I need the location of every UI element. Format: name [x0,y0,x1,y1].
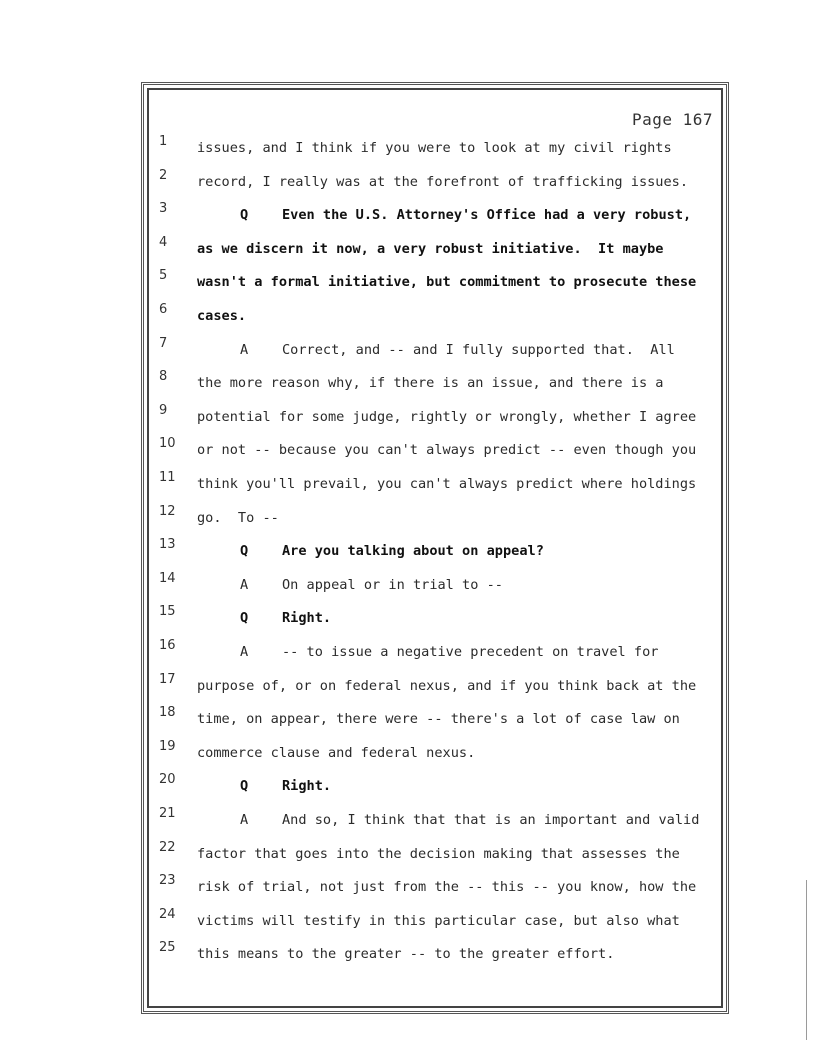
line-text-wrap [197,539,544,563]
line-text: or not -- because you can't always predict -- even though you [197,442,697,459]
line-text-wrap [197,875,696,899]
line-text-wrap [197,136,672,160]
transcript-line [150,875,730,899]
line-text: victims will testify in this particular case, but also what [197,912,680,929]
transcript-line [150,438,730,462]
line-text: cases. [197,308,247,324]
line-text: as we discern it now, a very robust initiative. It maybe [197,240,664,257]
transcript-line [150,270,730,294]
line-number: 5 [159,268,168,284]
line-text: Right. [282,778,332,795]
transcript-line [150,671,730,698]
speaker-label: A [240,644,249,660]
transcript-line [150,774,730,798]
line-number: 12 [159,503,176,519]
line-number: 17 [159,671,176,687]
page-edge-mark [806,880,807,1040]
line-text-wrap [197,472,696,496]
line-text: risk of trial, not just from the -- this -- you know, how the [197,879,697,896]
line-text-wrap [197,842,680,866]
transcript-line [150,304,730,328]
transcript-line [150,738,730,765]
line-text: go. To -- [197,509,279,526]
transcript-line [150,539,730,563]
line-number: 9 [159,402,168,418]
line-number: 14 [159,570,176,586]
transcript-line [150,371,730,395]
line-text-wrap [197,237,664,261]
line-number: 13 [159,537,176,553]
line-text-wrap [197,707,680,731]
line-number: 10 [159,436,176,452]
line-text-wrap [197,640,658,664]
line-text: record, I really was at the forefront of trafficking issues. [197,173,689,190]
line-text: issues, and I think if you were to look at my civil rights [197,140,672,156]
speaker-label: Q [240,543,249,560]
line-text: this means to the greater -- to the greater effort. [197,946,615,963]
transcript-line [150,606,730,630]
transcript-line [150,640,730,664]
transcript-line [150,234,730,261]
line-number: 15 [159,604,176,620]
line-number: 25 [159,940,176,956]
line-number: 1 [159,134,168,149]
line-text: Are you talking about on appeal? [282,543,544,560]
line-number: 16 [159,638,176,653]
line-text-wrap [197,338,675,362]
line-text: think you'll prevail, you can't always predict where holdings [197,476,697,492]
transcript-line [150,570,730,597]
line-text-wrap [197,506,279,530]
line-text-wrap [197,270,696,294]
line-text-wrap [197,438,696,462]
line-number: 3 [159,201,168,217]
line-number: 11 [159,470,176,485]
transcript-line [150,839,730,866]
transcript-line [150,335,730,362]
line-text-wrap [197,942,614,966]
line-text: commerce clause and federal nexus. [197,744,476,761]
line-text: factor that goes into the decision making that assesses the [197,845,680,862]
line-number: 24 [159,906,176,922]
line-text: -- to issue a negative precedent on travel for [282,644,659,660]
line-text: the more reason why, if there is an issue, and there is a [197,375,664,392]
speaker-label: A [240,576,249,593]
speaker-label: Q [240,610,249,627]
line-text-wrap [197,573,503,597]
line-text: On appeal or in trial to -- [282,576,503,593]
line-text-wrap [197,606,331,630]
transcript-line [150,402,730,429]
line-text: Correct, and -- and I fully supported that. All [282,341,675,358]
line-text-wrap [197,808,699,832]
line-text: wasn't a formal initiative, but commitment to prosecute these [197,274,697,291]
line-text-wrap [197,304,246,328]
line-text-wrap [197,405,696,429]
line-number: 18 [159,705,176,721]
line-text-wrap [197,909,680,933]
line-text-wrap [197,741,475,765]
line-number: 20 [159,772,176,788]
transcript-line [150,906,730,933]
line-number: 7 [159,335,168,351]
line-text-wrap [197,371,664,395]
line-number: 8 [159,369,168,385]
line-number: 4 [159,234,168,250]
line-text: Right. [282,610,332,627]
line-number: 21 [159,806,176,821]
line-text: Even the U.S. Attorney's Office had a very robust, [282,207,692,224]
transcript-line [150,167,730,194]
transcript-line [150,472,730,496]
speaker-label: A [240,341,249,358]
line-number: 6 [159,302,168,317]
line-number: 2 [159,167,168,183]
line-text: And so, I think that that is an important and valid [282,812,700,828]
line-number: 19 [159,738,176,754]
line-text: time, on appear, there were -- there's a lot of case law on [197,711,680,728]
transcript-line [150,136,730,160]
speaker-label: A [240,812,249,828]
transcript-line [150,942,730,966]
line-text-wrap [197,170,688,194]
line-text-wrap [197,203,691,227]
transcript-line [150,808,730,832]
speaker-label: Q [240,778,249,795]
line-number: 22 [159,839,176,855]
transcript-line [150,707,730,731]
line-text-wrap [197,774,331,798]
transcript-line [150,503,730,530]
speaker-label: Q [240,207,249,224]
transcript-line [150,203,730,227]
line-text: purpose of, or on federal nexus, and if you think back at the [197,677,697,694]
line-number: 23 [159,873,176,889]
line-text: potential for some judge, rightly or wrongly, whether I agree [197,408,697,425]
line-text-wrap [197,674,696,698]
page-number: Page 167 [631,110,713,129]
